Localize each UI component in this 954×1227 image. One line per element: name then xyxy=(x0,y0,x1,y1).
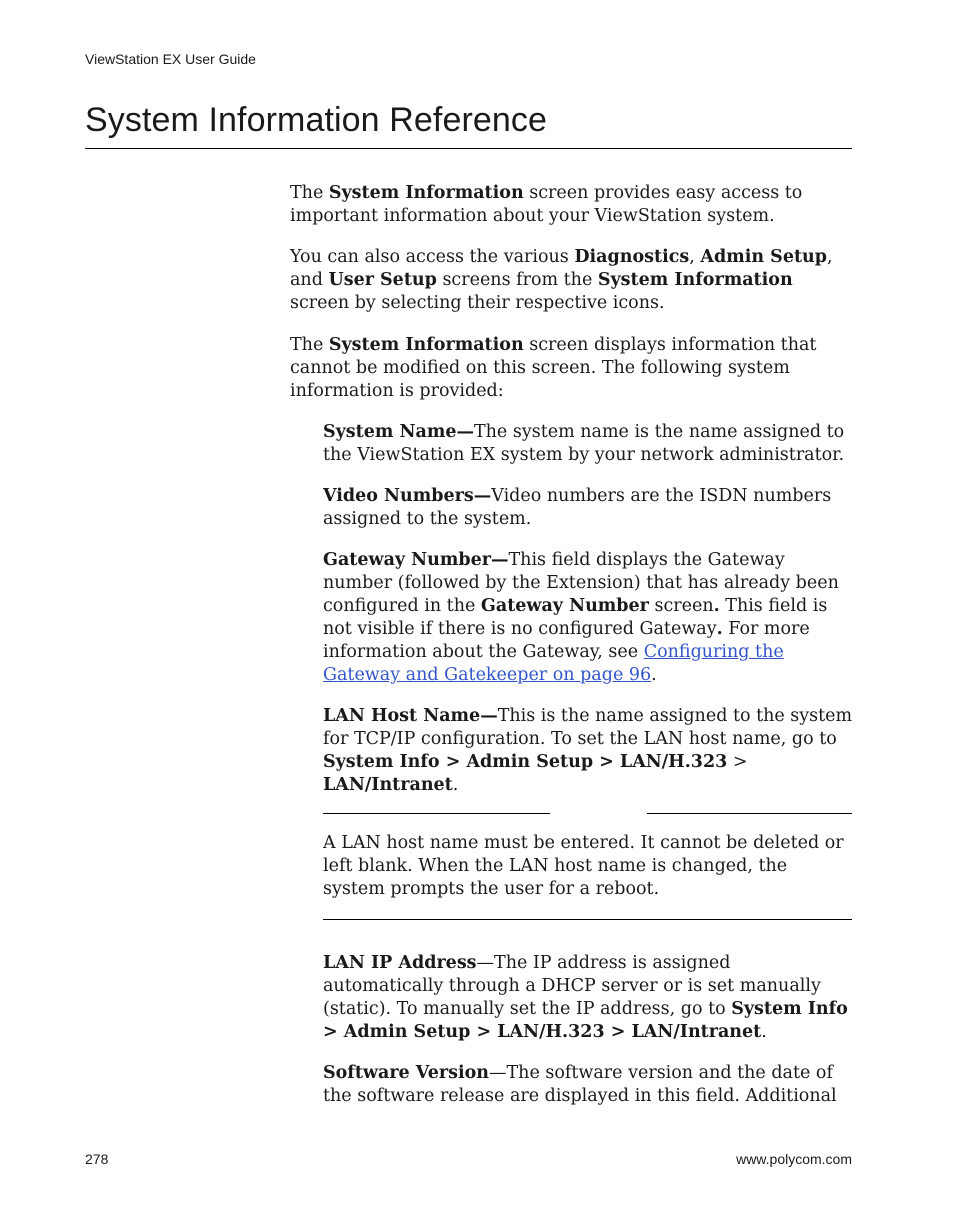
note-rule-bottom xyxy=(323,919,852,920)
intro-paragraph-1: The System Information screen provides easy access to important information about your ViewStation system. xyxy=(290,183,803,226)
page-number: 278 xyxy=(85,1151,109,1167)
item-system-name: System Name—The system name is the name assigned to the ViewStation EX system by your network administrator. xyxy=(323,422,845,465)
running-header: ViewStation EX User Guide xyxy=(85,51,256,67)
gateway-xref-link[interactable]: Configuring the Gateway and Gatekeeper on page 96 xyxy=(323,642,784,685)
note-rule-right xyxy=(647,813,852,814)
note-rule-left xyxy=(323,813,550,814)
item-software-version: Software Version—The software version and the date of the software release are displayed in this field. Additional xyxy=(323,1063,837,1106)
title-rule xyxy=(85,148,852,149)
footer-url: www.polycom.com xyxy=(736,1151,852,1167)
item-lan-ip-address: LAN IP Address—The IP address is assigned automatically through a DHCP server or is set manually (static). To manually set the IP address, go to System Info > Admin Setup > LAN/H.323 > LAN/Intranet. xyxy=(323,953,848,1042)
intro-paragraph-3: The System Information screen displays information that cannot be modified on this screen. The following system information is provided: xyxy=(290,335,817,401)
item-gateway-number: Gateway Number—This field displays the Gateway number (followed by the Extension) that has already been configured in the Gateway Number screen. This field is not visible if there is no configured Gateway. For more information about the Gateway, see Configuring the Gateway and Gatekeeper on page 96. xyxy=(323,550,839,685)
item-lan-host-name: LAN Host Name—This is the name assigned to the system for TCP/IP configuration. To set the LAN host name, go to System Info > Admin Setup > LAN/H.323 > LAN/Intranet. xyxy=(323,706,853,795)
intro-paragraph-2: You can also access the various Diagnostics, Admin Setup, and User Setup screens from the System Information screen by selecting their respective icons. xyxy=(290,247,833,313)
item-video-numbers: Video Numbers—Video numbers are the ISDN numbers assigned to the system. xyxy=(323,486,832,529)
note-text: A LAN host name must be entered. It cannot be deleted or left blank. When the LAN host name is changed, the system prompts the user for a reboot. xyxy=(323,833,844,899)
page-title: System Information Reference xyxy=(85,101,547,139)
